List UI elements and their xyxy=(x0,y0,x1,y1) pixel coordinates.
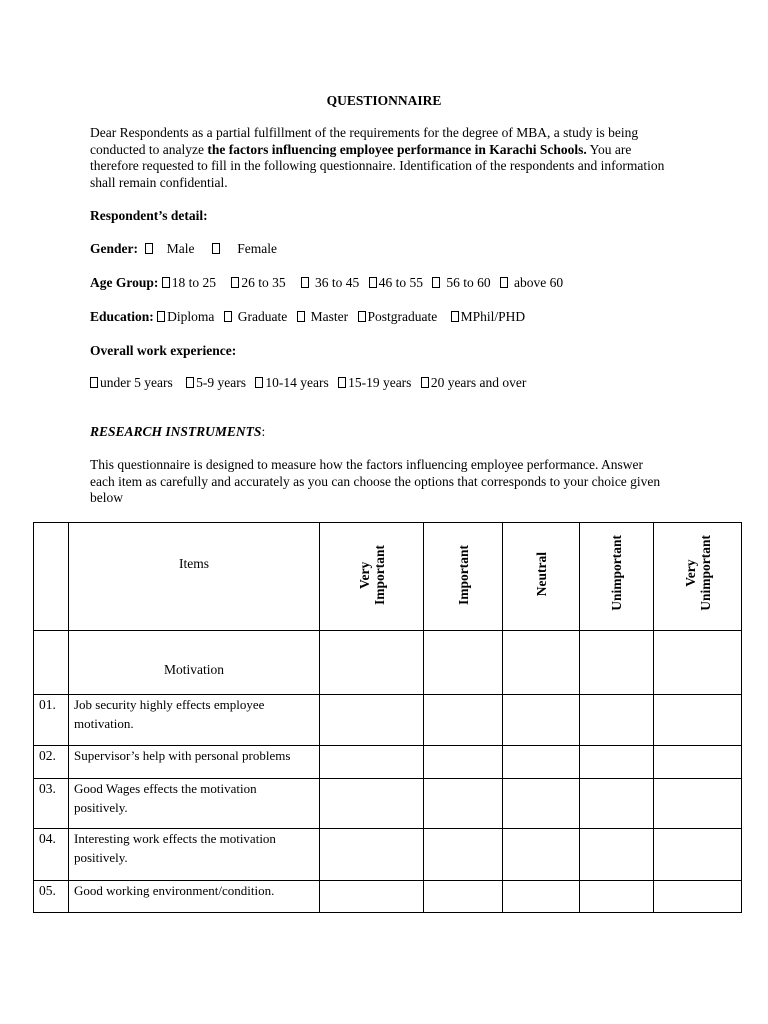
intro-line-1: Dear Respondents as a partial fulfillment of the requirements for the degree of MBA, a study is being xyxy=(90,125,639,140)
rating-cell[interactable] xyxy=(503,746,580,779)
intro-paragraph xyxy=(90,125,690,191)
scale-label: Unimportant xyxy=(609,535,624,611)
row-number: 05. xyxy=(34,881,69,913)
row-item: Supervisor’s help with personal problems xyxy=(69,746,320,779)
age-56-60-checkbox[interactable] xyxy=(432,277,440,288)
education-mphil-phd-checkbox[interactable] xyxy=(451,311,459,322)
rating-cell[interactable] xyxy=(654,695,742,746)
experience-option-label: 20 years and over xyxy=(430,375,527,390)
age-above-60-checkbox[interactable] xyxy=(500,277,508,288)
experience-15-19-checkbox[interactable] xyxy=(338,377,346,388)
page-title: QUESTIONNAIRE xyxy=(326,93,442,108)
rating-cell[interactable] xyxy=(580,695,654,746)
rating-cell[interactable] xyxy=(424,779,503,829)
age-group-row xyxy=(90,275,569,291)
rating-cell[interactable] xyxy=(654,779,742,829)
rating-cell[interactable] xyxy=(503,695,580,746)
scale-header-important xyxy=(424,523,503,631)
row-number: 01. xyxy=(34,695,69,746)
gender-label: Gender: xyxy=(90,241,138,256)
rating-cell[interactable] xyxy=(320,779,424,829)
rating-cell[interactable] xyxy=(320,881,424,913)
age-option-label: above 60 xyxy=(513,275,564,290)
rating-cell[interactable] xyxy=(580,881,654,913)
row-item: Job security highly effects employee motivation. xyxy=(69,695,320,746)
rating-cell[interactable] xyxy=(503,881,580,913)
rating-cell[interactable] xyxy=(424,881,503,913)
table-row xyxy=(34,695,742,746)
instructions-line-2: each item as carefully and accurately as you can choose the options that corresponds to your choice given xyxy=(90,473,661,489)
rating-cell[interactable] xyxy=(654,829,742,881)
instructions-paragraph xyxy=(90,457,690,507)
intro-line-4: shall remain confidential. xyxy=(90,174,228,190)
header-number-cell xyxy=(34,523,69,631)
items-header: Items xyxy=(69,523,320,631)
education-option-label: Graduate xyxy=(237,309,288,324)
age-26-35-checkbox[interactable] xyxy=(231,277,239,288)
age-option-label: 56 to 60 xyxy=(446,275,491,290)
rating-cell[interactable] xyxy=(424,829,503,881)
work-experience-label: Overall work experience: xyxy=(90,343,237,358)
experience-20-plus-checkbox[interactable] xyxy=(421,377,429,388)
section-motivation: Motivation xyxy=(69,631,320,695)
gender-row xyxy=(90,241,283,257)
age-46-55-checkbox[interactable] xyxy=(369,277,377,288)
gender-male-label: Male xyxy=(166,241,195,256)
table-header-row xyxy=(34,523,742,631)
experience-5-9-checkbox[interactable] xyxy=(186,377,194,388)
rating-cell[interactable] xyxy=(580,746,654,779)
age-36-45-checkbox[interactable] xyxy=(301,277,309,288)
rating-cell[interactable] xyxy=(580,779,654,829)
study-topic: the factors influencing employee performance in Karachi Schools. xyxy=(207,141,587,157)
row-item: Good Wages effects the motivation positively. xyxy=(69,779,320,829)
education-option-label: Postgraduate xyxy=(367,309,438,324)
age-18-25-checkbox[interactable] xyxy=(162,277,170,288)
gender-female-label: Female xyxy=(237,241,277,256)
experience-under-5-checkbox[interactable] xyxy=(90,377,98,388)
rating-cell[interactable] xyxy=(320,746,424,779)
intro-line-2-post: You are xyxy=(586,141,632,157)
age-option-label: 18 to 25 xyxy=(171,275,217,290)
rating-cell[interactable] xyxy=(320,695,424,746)
questionnaire-table xyxy=(33,522,742,913)
rating-cell[interactable] xyxy=(580,829,654,881)
row-item: Interesting work effects the motivation positively. xyxy=(69,829,320,881)
scale-label: Very Important xyxy=(356,544,387,605)
experience-10-14-checkbox[interactable] xyxy=(255,377,263,388)
table-row xyxy=(34,881,742,913)
gender-female-checkbox[interactable] xyxy=(212,243,220,254)
age-group-label: Age Group: xyxy=(90,275,159,290)
rating-cell[interactable] xyxy=(654,746,742,779)
gender-male-checkbox[interactable] xyxy=(145,243,153,254)
scale-header-neutral xyxy=(503,523,580,631)
scale-label: Neutral xyxy=(533,552,549,597)
education-postgraduate-checkbox[interactable] xyxy=(358,311,366,322)
instructions-line-1: This questionnaire is designed to measure how the factors influencing employee performance. Answer xyxy=(90,457,643,472)
education-option-label: Master xyxy=(310,309,349,324)
respondent-detail-heading: Respondent’s detail: xyxy=(90,208,208,223)
rating-cell[interactable] xyxy=(320,829,424,881)
table-row xyxy=(34,829,742,881)
research-instruments-heading xyxy=(90,424,265,440)
age-option-label: 46 to 55 xyxy=(378,275,423,290)
intro-line-2-pre: conducted to analyze xyxy=(90,141,208,157)
scale-label: Important xyxy=(455,544,471,605)
scale-header-very-unimportant xyxy=(654,523,742,631)
row-number: 04. xyxy=(34,829,69,881)
education-row xyxy=(90,309,531,325)
experience-option-label: 15-19 years xyxy=(348,375,412,390)
education-diploma-checkbox[interactable] xyxy=(157,311,165,322)
scale-label: Very Unimportant xyxy=(682,535,713,611)
scale-header-unimportant xyxy=(580,523,654,631)
intro-line-3: therefore requested to fill in the following questionnaire. Identification of the respondents and information xyxy=(90,158,665,173)
row-number: 03. xyxy=(34,779,69,829)
section-row xyxy=(34,631,742,695)
rating-cell[interactable] xyxy=(503,829,580,881)
research-heading-text: RESEARCH INSTRUMENTS xyxy=(90,424,262,439)
table-row xyxy=(34,779,742,829)
instructions-line-3: below xyxy=(90,490,123,505)
rating-cell[interactable] xyxy=(424,746,503,779)
row-item: Good working environment/condition. xyxy=(69,881,320,913)
rating-cell[interactable] xyxy=(503,779,580,829)
row-number: 02. xyxy=(34,746,69,779)
education-graduate-checkbox[interactable] xyxy=(224,311,232,322)
scale-header-very-important xyxy=(320,523,424,631)
work-experience-row xyxy=(90,375,532,391)
age-option-label: 26 to 35 xyxy=(241,275,286,290)
education-option-label: MPhil/PHD xyxy=(460,309,526,324)
intro-line-2 xyxy=(90,142,690,159)
experience-option-label: 10-14 years xyxy=(265,375,329,390)
rating-cell[interactable] xyxy=(654,881,742,913)
age-option-label: 36 to 45 xyxy=(315,275,360,290)
experience-option-label: 5-9 years xyxy=(196,375,246,390)
experience-option-label: under 5 years xyxy=(100,375,173,390)
education-label: Education: xyxy=(90,309,154,324)
table-row xyxy=(34,746,742,779)
research-heading-colon: : xyxy=(261,424,266,439)
education-master-checkbox[interactable] xyxy=(297,311,305,322)
education-option-label: Diploma xyxy=(167,309,215,324)
rating-cell[interactable] xyxy=(424,695,503,746)
